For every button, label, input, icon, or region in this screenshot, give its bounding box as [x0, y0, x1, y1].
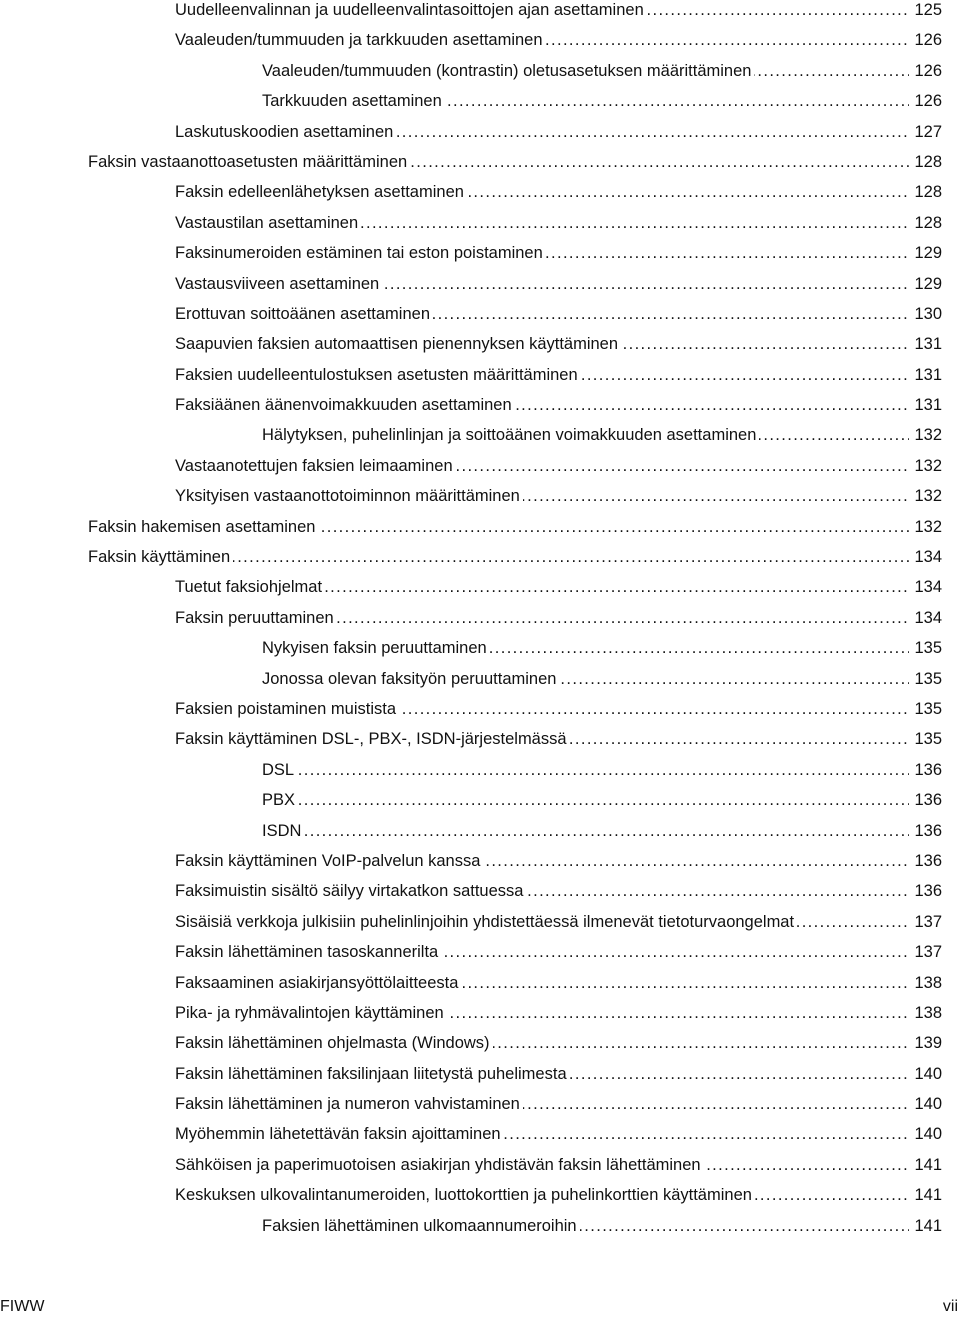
toc-entry-page: 141: [909, 1180, 942, 1210]
toc-entry-title: Faksin edelleenlähetyksen asettaminen: [175, 177, 467, 207]
toc-entry-page: 128: [909, 177, 942, 207]
toc-entry[interactable]: [0, 1059, 960, 1089]
toc-entry-title: Faksien lähettäminen ulkomaannumeroihin: [262, 1211, 580, 1241]
page-number: vii: [942, 1298, 958, 1315]
toc-entry-page: 128: [909, 208, 942, 238]
toc-entry-title: Faksaaminen asiakirjansyöttölaitteesta: [175, 968, 461, 998]
toc-entry-page: 136: [909, 876, 942, 906]
toc-entry-title: Laskutuskoodien asettaminen: [175, 117, 396, 147]
toc-entry-title: Faksin lähettäminen ohjelmasta (Windows): [175, 1028, 493, 1058]
toc-entry-page: 135: [909, 694, 942, 724]
toc-entry-title: Faksinumeroiden estäminen tai eston poistaminen: [175, 238, 546, 268]
dot-leader: [262, 816, 912, 846]
toc-entry-title: Sähköisen ja paperimuotoisen asiakirjan yhdistävän faksin lähettäminen: [175, 1150, 704, 1180]
toc-entry-title: Pika- ja ryhmävalintojen käyttäminen: [175, 998, 447, 1028]
toc-entry[interactable]: [0, 1180, 960, 1210]
toc-entry-title: Vastaustilan asettaminen: [175, 208, 361, 238]
toc-entry[interactable]: [0, 1150, 960, 1180]
toc-entry-title: Erottuvan soittoäänen asettaminen: [175, 299, 433, 329]
toc-entry-title: Faksin käyttäminen DSL-, PBX-, ISDN-järjestelmässä: [175, 724, 570, 754]
toc-entry[interactable]: [0, 481, 960, 511]
toc-entry[interactable]: [0, 360, 960, 390]
toc-entry-title: Faksin lähettäminen faksilinjaan liitetystä puhelimesta: [175, 1059, 570, 1089]
toc-entry[interactable]: [0, 56, 960, 86]
toc-entry-title: Myöhemmin lähetettävän faksin ajoittaminen: [175, 1119, 504, 1149]
toc-entry-title: Faksien uudelleentulostuksen asetusten määrittäminen: [175, 360, 581, 390]
toc-entry-title: ISDN: [262, 816, 304, 846]
toc-entry[interactable]: [0, 86, 960, 116]
toc-entry-title: Saapuvien faksien automaattisen pienennyksen käyttäminen: [175, 329, 621, 359]
dot-leader: [262, 755, 912, 785]
toc-entry[interactable]: [0, 420, 960, 450]
toc-entry-page: 130: [909, 299, 942, 329]
toc-entry[interactable]: [0, 1211, 960, 1241]
toc-entry-page: 131: [909, 390, 942, 420]
toc-entry[interactable]: [0, 968, 960, 998]
toc-entry-title: Faksin käyttäminen VoIP-palvelun kanssa: [175, 846, 483, 876]
toc-entry-page: 139: [909, 1028, 942, 1058]
toc-entry-title: Yksityisen vastaanottotoiminnon määrittäminen: [175, 481, 523, 511]
toc-entry-page: 140: [909, 1119, 942, 1149]
toc-entry-title: Faksin lähettäminen tasoskannerilta: [175, 937, 441, 967]
toc-entry[interactable]: [0, 451, 960, 481]
toc-entry-page: 134: [909, 603, 942, 633]
toc-entry-page: 125: [909, 0, 942, 25]
toc-entry-page: 129: [909, 269, 942, 299]
toc-entry-page: 140: [909, 1089, 942, 1119]
toc-entry[interactable]: [0, 269, 960, 299]
toc-entry[interactable]: [0, 724, 960, 754]
toc-entry[interactable]: [0, 329, 960, 359]
toc-entry-page: 140: [909, 1059, 942, 1089]
toc-entry[interactable]: [0, 299, 960, 329]
toc-entry-page: 136: [909, 785, 942, 815]
toc-entry-page: 137: [909, 907, 942, 937]
toc-entry-title: Faksin vastaanottoasetusten määrittäminen: [88, 147, 410, 177]
toc-entry[interactable]: [0, 785, 960, 815]
toc-entry-page: 126: [909, 86, 942, 116]
toc-entry-title: Vaaleuden/tummuuden ja tarkkuuden asettaminen: [175, 25, 546, 55]
toc-entry-page: 131: [909, 329, 942, 359]
toc-entry[interactable]: [0, 117, 960, 147]
toc-entry-page: 132: [909, 512, 942, 542]
toc-entry-page: 128: [909, 147, 942, 177]
toc-entry-page: 126: [909, 56, 942, 86]
toc-entry-page: 136: [909, 755, 942, 785]
toc-entry-page: 132: [909, 420, 942, 450]
page-footer: [0, 1297, 960, 1317]
toc-entry-title: Faksin hakemisen asettaminen: [88, 512, 318, 542]
toc-entry-title: Jonossa olevan faksityön peruuttaminen: [262, 664, 559, 694]
toc-entry[interactable]: [0, 1119, 960, 1149]
footer-left-label: FIWW: [0, 1298, 45, 1315]
toc-entry-page: 141: [909, 1211, 942, 1241]
toc-entry[interactable]: [0, 603, 960, 633]
toc-entry[interactable]: [0, 907, 960, 937]
toc-entry-page: 135: [909, 633, 942, 663]
dot-leader: [262, 785, 912, 815]
toc-entry[interactable]: [0, 1089, 960, 1119]
toc-entry-page: 136: [909, 816, 942, 846]
toc-entry-title: Uudelleenvalinnan ja uudelleenvalintasoittojen ajan asettaminen: [175, 0, 647, 25]
toc-entry-title: Faksin peruuttaminen: [175, 603, 337, 633]
toc-entry[interactable]: [0, 390, 960, 420]
toc-entry[interactable]: [0, 208, 960, 238]
toc-entry-title: Vastausviiveen asettaminen: [175, 269, 382, 299]
toc-entry-page: 131: [909, 360, 942, 390]
toc-entry-title: Faksien poistaminen muistista: [175, 694, 399, 724]
toc-entry-page: 126: [909, 25, 942, 55]
toc-entry-page: 132: [909, 481, 942, 511]
toc-entry[interactable]: [0, 572, 960, 602]
toc-entry[interactable]: [0, 177, 960, 207]
toc-entry-title: Faksin käyttäminen: [88, 542, 233, 572]
toc-entry-page: 138: [909, 998, 942, 1028]
toc-entry-title: Sisäisiä verkkoja julkisiin puhelinlinjoihin yhdistettäessä ilmenevät tietoturvaongelmat: [175, 907, 797, 937]
toc-entry[interactable]: [0, 1028, 960, 1058]
toc-entry[interactable]: [0, 25, 960, 55]
toc-entry-title: Faksin lähettäminen ja numeron vahvistaminen: [175, 1089, 523, 1119]
toc-entry-title: Faksiäänen äänenvoimakkuuden asettaminen: [175, 390, 515, 420]
toc-entry-page: 132: [909, 451, 942, 481]
toc-entry-title: Vaaleuden/tummuuden (kontrastin) oletusasetuksen määrittäminen: [262, 56, 754, 86]
toc-entry[interactable]: [0, 937, 960, 967]
toc-entry-page: 135: [909, 664, 942, 694]
toc-entry[interactable]: [0, 846, 960, 876]
toc-entry-page: 137: [909, 937, 942, 967]
toc-entry-title: Tarkkuuden asettaminen: [262, 86, 445, 116]
toc-entry-title: PBX: [262, 785, 298, 815]
toc-entry-title: DSL: [262, 755, 297, 785]
toc-entry-page: 134: [909, 572, 942, 602]
toc-entry[interactable]: [0, 876, 960, 906]
toc-entry[interactable]: [0, 147, 960, 177]
toc-entry[interactable]: [0, 633, 960, 663]
toc-entry[interactable]: [0, 238, 960, 268]
toc-entry[interactable]: [0, 816, 960, 846]
toc-entry-title: Hälytyksen, puhelinlinjan ja soittoäänen voimakkuuden asettaminen: [262, 420, 759, 450]
toc-entry-page: 134: [909, 542, 942, 572]
toc-entry[interactable]: [0, 694, 960, 724]
toc-entry-title: Faksimuistin sisältö säilyy virtakatkon sattuessa: [175, 876, 526, 906]
toc-entry-page: 135: [909, 724, 942, 754]
toc-entry[interactable]: [0, 998, 960, 1028]
toc-entry-title: Nykyisen faksin peruuttaminen: [262, 633, 490, 663]
toc-entry-title: Keskuksen ulkovalintanumeroiden, luottokorttien ja puhelinkorttien käyttäminen: [175, 1180, 755, 1210]
toc-entry[interactable]: [0, 755, 960, 785]
toc-entry[interactable]: [0, 0, 960, 25]
toc-entry-page: 141: [909, 1150, 942, 1180]
toc-entry-title: Tuetut faksiohjelmat: [175, 572, 325, 602]
toc-entry-page: 138: [909, 968, 942, 998]
toc-entry-page: 127: [909, 117, 942, 147]
toc-entry-title: Vastaanotettujen faksien leimaaminen: [175, 451, 456, 481]
toc-entry-page: 129: [909, 238, 942, 268]
toc-entry[interactable]: [0, 512, 960, 542]
toc-entry[interactable]: [0, 664, 960, 694]
toc-entry[interactable]: [0, 542, 960, 572]
toc-entry-page: 136: [909, 846, 942, 876]
